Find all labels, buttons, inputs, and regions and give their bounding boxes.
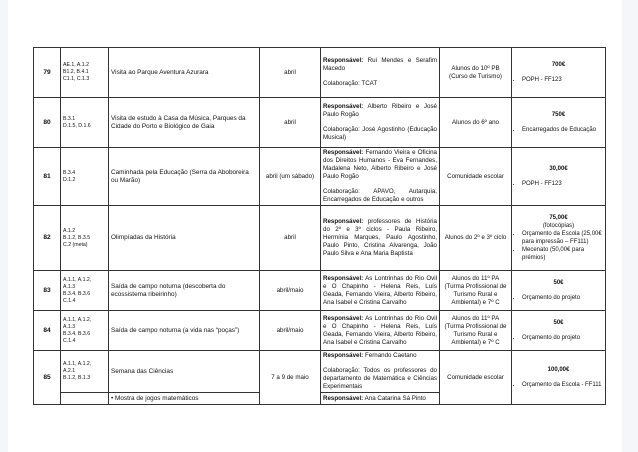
objective-code: A.1.3: [63, 323, 76, 330]
responsible-cell: [321, 271, 440, 311]
responsible-text: professores de História do 2º e 3º ciclos - Paula Ribeiro, Hermínia Marques, Paulo Agostinho, Paulo Pinto, Cristina Alvarenga, João Paulo Silva e Ana Maria Baptista: [323, 218, 437, 257]
responsible-label: Responsável:: [323, 274, 364, 282]
objective-code: AE.1, A.1.2: [63, 62, 89, 68]
funding-list: [514, 76, 603, 84]
table-row: [34, 351, 606, 393]
collaboration-label: Colaboração:: [323, 126, 360, 133]
objective-code: A.2.1: [63, 368, 76, 374]
responsible-cell: [321, 148, 440, 206]
activity-date: abril (um sábado): [260, 148, 321, 206]
activity-date: 7 a 9 de maio: [260, 351, 321, 405]
table-row: [34, 311, 606, 351]
responsible-text: As Lontrinhas do Rio Ovil e O Chapinho - Helena Reis, Luís Geada, Fernando Vieira, Alberto Ribeiro, Ana Isabel e Cristina Carvalho: [323, 314, 437, 346]
activity-name: Visita ao Parque Aventura Azurara: [109, 48, 260, 98]
cost-cell: [512, 98, 606, 148]
responsible-line: [323, 103, 437, 119]
funding-list: [514, 180, 603, 188]
row-number: 80: [34, 98, 61, 148]
responsible-text: As Lontrinhas do Rio Ovil e O Chapinho - Helena Reis, Luís Geada, Fernando Vieira, Alberto Ribeiro, Ana Isabel e Cristina Carvalho: [323, 274, 437, 306]
table-row: [34, 148, 606, 206]
collaboration-label: Colaboração:: [323, 188, 360, 195]
funding-item: • Orçamento da Escola - FF111: [522, 381, 603, 389]
collaboration-line: [323, 126, 437, 142]
cost-cell: [512, 206, 606, 271]
activities-table: [33, 47, 606, 405]
target-audience: Alunos do 11º PA (Turma Profissional de Turismo Rural e Ambiental) e 7º C: [440, 311, 512, 351]
responsible-text: Fernando Vieira e Oficina dos Direitos Humanos - Eva Fernandes, Madalena Neto, Alberto Ribeiro e José Paulo Rogão: [323, 149, 437, 180]
cost-amount: 700€: [551, 62, 566, 68]
collaboration-text: TCAT: [361, 80, 378, 87]
objective-code: D.1.5, D.1.6: [63, 122, 91, 129]
cost-amount: 50€: [553, 280, 564, 286]
objective-code: A.1.1, A.1.2,: [63, 316, 92, 323]
responsible-label: Responsável:: [323, 103, 364, 110]
funding-item: • Orçamento do projeto: [522, 334, 603, 342]
responsible-label: Responsável:: [323, 394, 364, 402]
objective-code: B.1.2, B.3.5: [63, 234, 91, 241]
funding-item: • POPH - FF123: [522, 180, 603, 188]
activity-date: abril/maio: [260, 311, 321, 351]
row-number: 83: [34, 271, 61, 311]
collaboration-line: [323, 367, 437, 391]
responsible-text: Fernando Caetano: [364, 352, 417, 359]
sub-activity-name: Mostra de jogos matemáticos: [115, 394, 199, 402]
activity-date: abril: [260, 98, 321, 148]
cost-amount: 100,00€: [547, 367, 570, 373]
objective-code: B.3.4, B.3.6: [63, 330, 91, 337]
objective-code: A.1.1, A.1.2,: [63, 276, 92, 283]
funding-list: [514, 294, 603, 302]
funding-list: [514, 230, 603, 262]
row-number: 79: [34, 48, 61, 98]
table-row: [34, 98, 606, 148]
sub-activity: [109, 393, 260, 405]
objective-codes: [61, 311, 109, 351]
cost-amount: 75,00€: [549, 215, 568, 221]
activity-name: Saída de campo noturna (a vida nas “poças”): [109, 311, 260, 351]
responsible-line: [323, 315, 437, 347]
responsible-cell: [321, 351, 440, 393]
responsible-line: [323, 352, 437, 360]
cost-cell: [512, 148, 606, 206]
responsible-text: Ana Catarina Sá Pinto: [364, 394, 426, 402]
document-page: [8, 0, 622, 452]
target-audience: Alunos do 6º ano: [440, 98, 512, 148]
cost-cell: [512, 351, 606, 405]
responsible-label: Responsável:: [323, 352, 364, 359]
activity-name: Visita de estudo à Casa da Música, Parques da Cidade do Porto e Biológico de Gaia: [109, 98, 260, 148]
cost-cell: [512, 48, 606, 98]
cost-cell: [512, 271, 606, 311]
target-audience: Comunidade escolar: [440, 351, 512, 405]
objective-code: C1.1, C.1.3: [63, 76, 90, 82]
objective-code: D.1.2: [63, 176, 76, 183]
objective-codes: [61, 271, 109, 311]
row-number: 85: [34, 351, 61, 405]
funding-item: • Mecenato (50,00€ para prémios): [522, 246, 603, 262]
funding-item: • Orçamento da Escola (25,00€ para impressão – FF111): [522, 230, 603, 246]
cost-amount: 50€: [553, 320, 564, 326]
row-number: 81: [34, 148, 61, 206]
cost-cell: [512, 311, 606, 351]
funding-item: • POPH - FF123: [522, 76, 603, 84]
activity-date: abril: [260, 206, 321, 271]
activity-name: Saída de campo noturna (descoberta do ecossistema ribeirinho): [109, 271, 260, 311]
responsible-line: [323, 218, 437, 258]
objective-codes: [61, 206, 109, 271]
objective-code: A.1.1, A.1.2,: [63, 361, 92, 367]
responsible-cell: [321, 48, 440, 98]
target-audience: Alunos do 2º e 3º ciclo: [440, 206, 512, 271]
activity-date: abril/maio: [260, 271, 321, 311]
objective-codes: [61, 148, 109, 206]
activity-date: abril: [260, 48, 321, 98]
collaboration-text: José Agostinho (Educação Musical): [323, 126, 437, 141]
activity-name: Semana das Ciências: [109, 351, 260, 393]
objective-code: C.1.4: [63, 297, 76, 304]
cost-amount: 30,00€: [549, 166, 568, 172]
objective-codes: [61, 98, 109, 148]
activity-name: Olimpíadas da História: [109, 206, 260, 271]
collaboration-label: Colaboração:: [323, 367, 360, 374]
table-row: [34, 271, 606, 311]
responsible-label: Responsável:: [323, 57, 364, 64]
funding-item: • Orçamento do projeto: [522, 294, 603, 302]
collaboration-line: [323, 80, 437, 88]
objective-code: A.1.2: [63, 227, 76, 234]
target-audience: Comunidade escolar: [440, 148, 512, 206]
bullet-icon: •: [111, 394, 116, 402]
row-number: 82: [34, 206, 61, 271]
collaboration-text: APAVO, Autarquia, Encarregados de Educação e outros: [323, 188, 437, 203]
responsible-cell: [321, 206, 440, 271]
target-audience: Alunos do 10º PB (Curso de Turismo): [440, 48, 512, 98]
collaboration-label: Colaboração:: [323, 80, 360, 87]
objective-code: B1.2, B.4.1: [63, 69, 89, 75]
row-number: 84: [34, 311, 61, 351]
collaboration-line: [323, 188, 437, 204]
funding-list: [514, 334, 603, 342]
table-row: [34, 206, 606, 271]
objective-codes: [61, 48, 109, 98]
collaboration-text: Todos os professores do departamento de Matemática e Ciências Experimentais: [323, 367, 437, 390]
objective-code: B.3.4: [63, 169, 76, 176]
objective-codes: [61, 351, 109, 393]
funding-list: [514, 126, 603, 134]
responsible-line: [323, 149, 437, 181]
funding-item: • Encarregados de Educação: [522, 126, 603, 134]
cost-amount: 750€: [551, 112, 566, 118]
objective-code: B.1.2, B.1.3: [63, 375, 91, 381]
objective-code: B.3.4, B.3.6: [63, 290, 91, 297]
responsible-cell: [321, 98, 440, 148]
responsible-text: Rui Mendes e Serafim Macedo: [323, 57, 437, 72]
responsible-text: Alberto Ribeiro e José Paulo Rogão: [323, 103, 437, 118]
objective-code: A.1.3: [63, 283, 76, 290]
objective-code: C.1.4: [63, 337, 76, 344]
empty-codes-cell: [61, 393, 109, 405]
responsible-line: [323, 57, 437, 73]
objective-code: B.3.1: [63, 115, 76, 122]
table-row: [34, 48, 606, 98]
target-audience: Alunos do 11º PA (Turma Profissional de Turismo Rural e Ambiental) e 7º C: [440, 271, 512, 311]
objective-code: C.2 (meta): [63, 241, 88, 248]
responsible-label: Responsável:: [323, 314, 364, 322]
funding-list: [514, 381, 603, 389]
responsible-line: [323, 275, 437, 307]
activity-name: Caminhada pela Educação (Serra da Aboboreira ou Marão): [109, 148, 260, 206]
responsible-label: Responsável:: [323, 218, 364, 225]
responsible-cell: [321, 311, 440, 351]
responsible-label: Responsável:: [323, 149, 364, 156]
cost-note: (fotocópias): [542, 223, 575, 229]
sub-responsible-cell: [321, 393, 440, 405]
